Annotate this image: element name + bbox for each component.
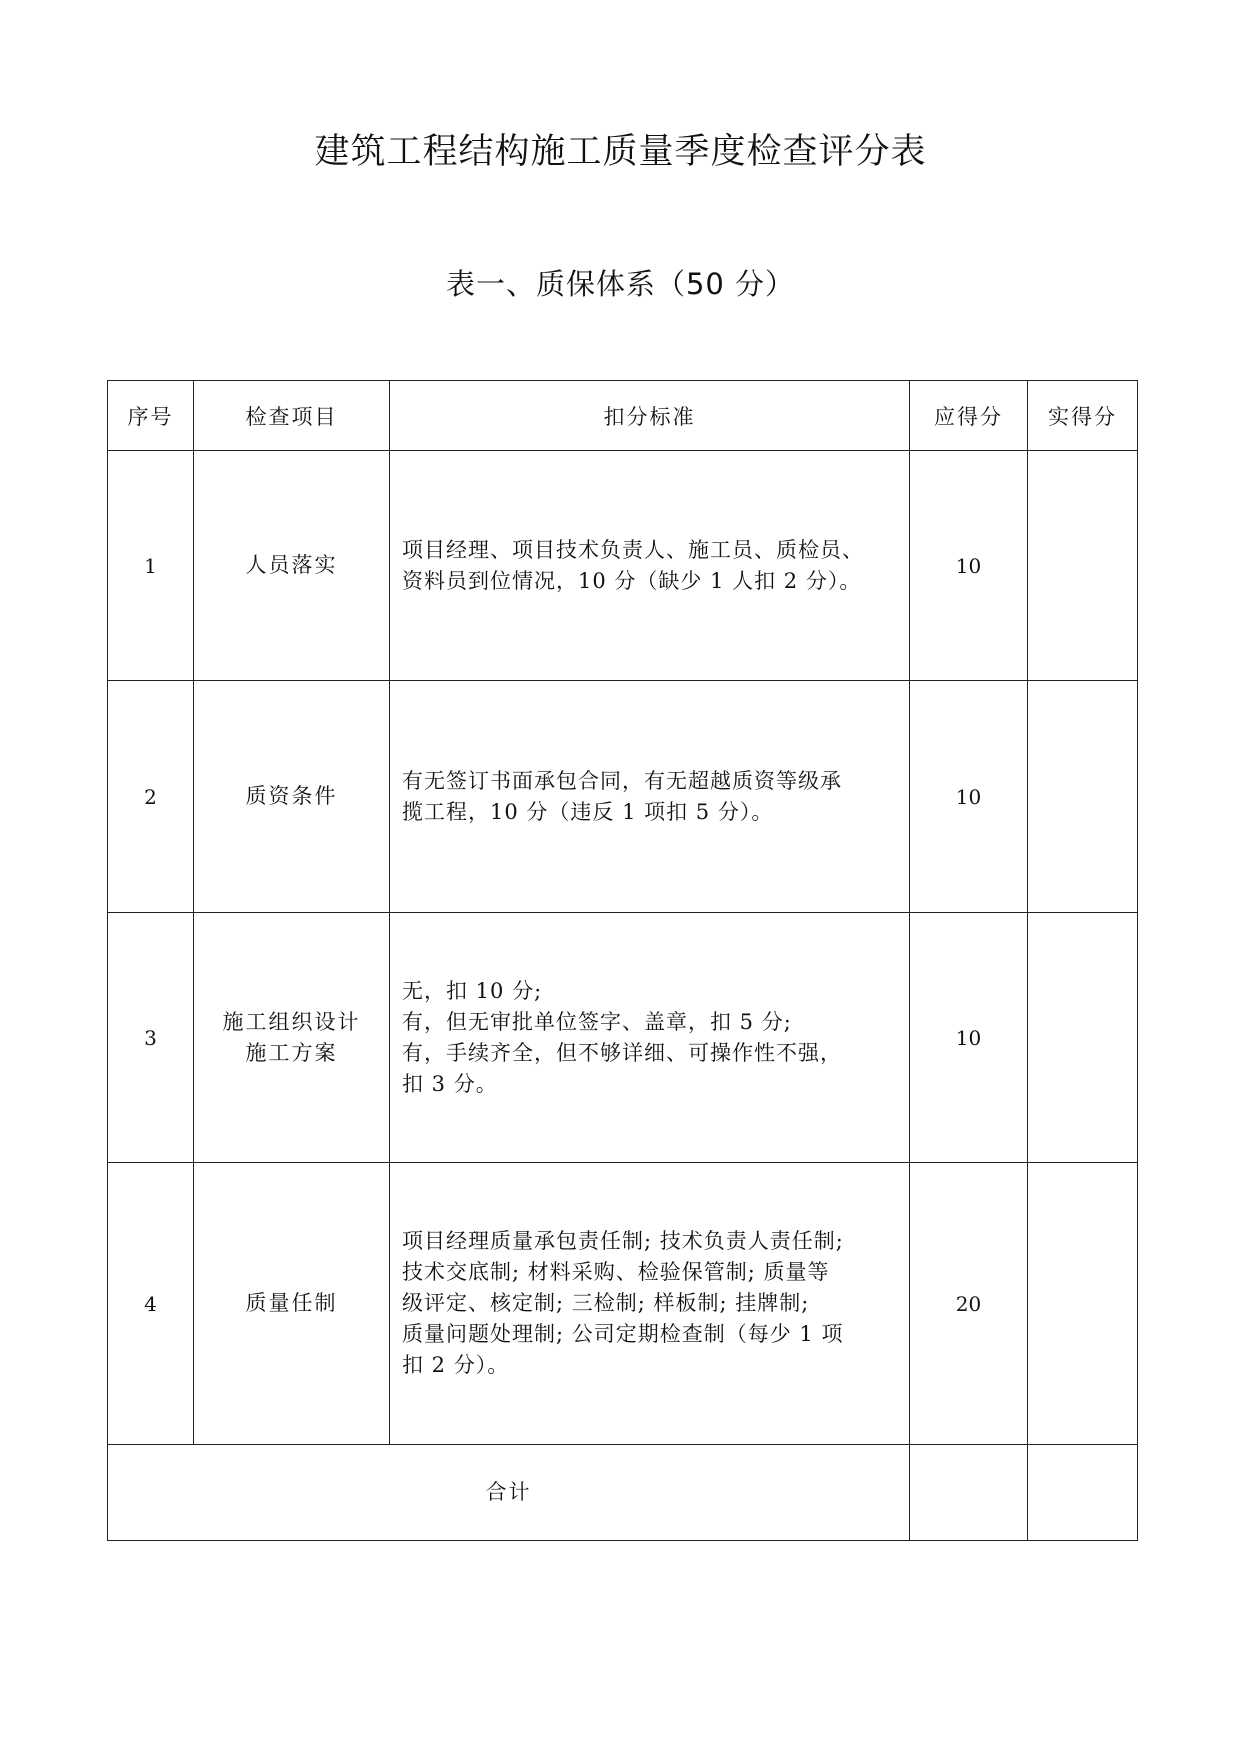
check-item: [194, 1163, 390, 1445]
header-cell-no: 序号: [108, 381, 194, 451]
actual-score-cell: [1028, 1163, 1138, 1445]
check-item: [194, 681, 390, 913]
criteria-line: 技术交底制; 材料采购、检验保管制; 质量等: [402, 1260, 830, 1284]
table-row: [108, 1163, 1138, 1445]
total-row: [108, 1445, 1138, 1541]
criteria-line: 质量问题处理制; 公司定期检查制（每少 1 项: [402, 1322, 844, 1346]
score-table: [107, 380, 1138, 1541]
criteria-line: 有，但无审批单位签字、盖章，扣 5 分;: [402, 1009, 792, 1034]
header-cell-actual-score: 实得分: [1028, 381, 1138, 451]
table-row: [108, 913, 1138, 1163]
criteria-line: 扣 2 分）。: [402, 1353, 510, 1377]
criteria-line: 有无签订书面承包合同，有无超越质资等级承: [402, 768, 842, 793]
max-score: 10: [910, 913, 1028, 1163]
total-max-score: [910, 1445, 1028, 1541]
row-number: 4: [108, 1163, 194, 1445]
deduction-criteria: [390, 1163, 910, 1445]
table-title: 表一、质保体系（50 分）: [445, 267, 796, 301]
max-score: 20: [910, 1163, 1028, 1445]
check-item-line: 施工方案: [245, 1040, 338, 1065]
check-item: [194, 451, 390, 681]
header-cell-criteria: 扣分标准: [390, 381, 910, 451]
header-row: [108, 381, 1138, 451]
row-number: 1: [108, 451, 194, 681]
actual-score-cell: [1028, 681, 1138, 913]
check-item-line: 施工组织设计: [222, 1009, 361, 1034]
deduction-criteria: [390, 913, 910, 1163]
document-title: 建筑工程结构施工质量季度检查评分表: [314, 132, 927, 172]
criteria-line: 扣 3 分。: [402, 1071, 498, 1096]
check-item-line: 质量任制: [245, 1291, 338, 1315]
check-item: [194, 913, 390, 1163]
deduction-criteria: [390, 451, 910, 681]
actual-score-cell: [1028, 913, 1138, 1163]
criteria-line: 项目经理质量承包责任制; 技术负责人责任制;: [402, 1229, 844, 1253]
row-number: 3: [108, 913, 194, 1163]
criteria-line: 级评定、核定制; 三检制; 样板制; 挂牌制;: [402, 1291, 810, 1315]
max-score: 10: [910, 681, 1028, 913]
table-row: [108, 681, 1138, 913]
deduction-criteria: [390, 681, 910, 913]
header-cell-max-score: 应得分: [910, 381, 1028, 451]
check-item-line: 人员落实: [245, 553, 338, 577]
check-item-line: 质资条件: [245, 784, 338, 808]
criteria-line: 揽工程，10 分（违反 1 项扣 5 分）。: [402, 799, 774, 824]
total-actual-score: [1028, 1445, 1138, 1541]
total-label: 合计: [108, 1445, 910, 1541]
criteria-line: 项目经理、项目技术负责人、施工员、质检员、: [402, 537, 864, 562]
criteria-line: 资料员到位情况，10 分（缺少 1 人扣 2 分）。: [402, 568, 862, 593]
actual-score-cell: [1028, 451, 1138, 681]
table-row: [108, 451, 1138, 681]
header-cell-item: 检查项目: [194, 381, 390, 451]
row-number: 2: [108, 681, 194, 913]
max-score: 10: [910, 451, 1028, 681]
criteria-line: 有，手续齐全，但不够详细、可操作性不强，: [402, 1040, 842, 1065]
criteria-line: 无，扣 10 分;: [402, 978, 543, 1003]
